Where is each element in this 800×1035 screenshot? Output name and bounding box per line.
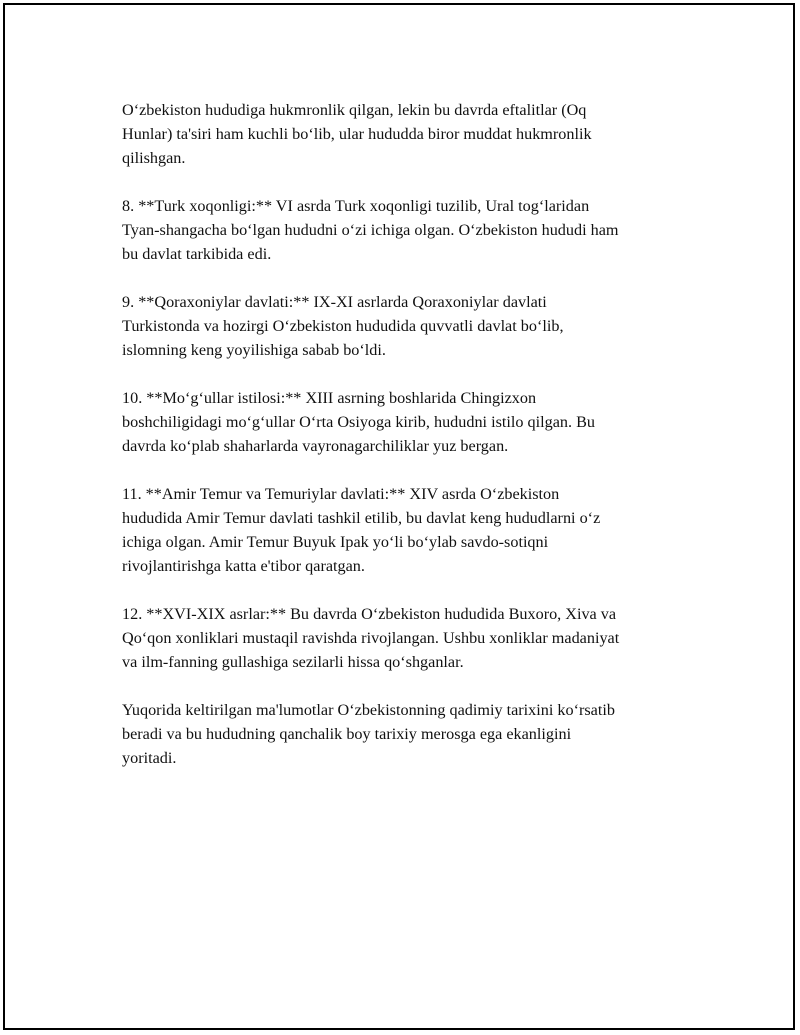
paragraph-amir-temur: 11. **Amir Temur va Temuriylar davlati:** XIV asrda O‘zbekiston hududida Amir Temur davlati tashkil etilib, bu davlat keng hududlarni o‘z ichiga olgan. Amir Temur Buyuk Ipak yo‘li bo‘ylab savdo-sotiqni rivojlantirishga katta e'tibor qaratgan. <box>122 485 601 575</box>
paragraph-xonliklar: 12. **XVI-XIX asrlar:** Bu davrda O‘zbekiston hududida Buxoro, Xiva va Qo‘qon xonliklari mustaqil ravishda rivojlangan. Ushbu xonliklar madaniyat va ilm-fanning gullashiga sezilarli hissa qo‘shganlar. <box>122 605 620 671</box>
paragraph-conclusion: Yuqorida keltirilgan ma'lumotlar O‘zbekistonning qadimiy tarixini ko‘rsatib beradi va bu hududning qanchalik boy tarixiy merosga ega ekanligini yoritadi. <box>122 701 615 767</box>
paragraph-mogullar: 10. **Mo‘g‘ullar istilosi:** XIII asrning boshlarida Chingizxon boshchiligidagi mo‘g‘ullar O‘rta Osiyoga kirib, hududni istilo qilgan. Bu davrda ko‘plab shaharlarda vayronagarchiliklar yuz bergan. <box>122 389 595 455</box>
document-body <box>122 98 702 794</box>
paragraph-eftalitlar: O‘zbekiston hududiga hukmronlik qilgan, lekin bu davrda eftalitlar (Oq Hunlar) ta'siri ham kuchli bo‘lib, ular hududda biror muddat hukmronlik qilishgan. <box>122 101 592 167</box>
paragraph-turk-xoqonligi: 8. **Turk xoqonligi:** VI asrda Turk xoqonligi tuzilib, Ural tog‘laridan Tyan-shangacha bo‘lgan hududni o‘zi ichiga olgan. O‘zbekiston hududi ham bu davlat tarkibida edi. <box>122 197 619 263</box>
paragraph-qoraxoniylar: 9. **Qoraxoniylar davlati:** IX-XI asrlarda Qoraxoniylar davlati Turkistonda va hozirgi O‘zbekiston hududida quvvatli davlat bo‘lib, islomning keng yoyilishiga sabab bo‘ldi. <box>122 293 564 359</box>
document-page <box>3 3 795 1030</box>
